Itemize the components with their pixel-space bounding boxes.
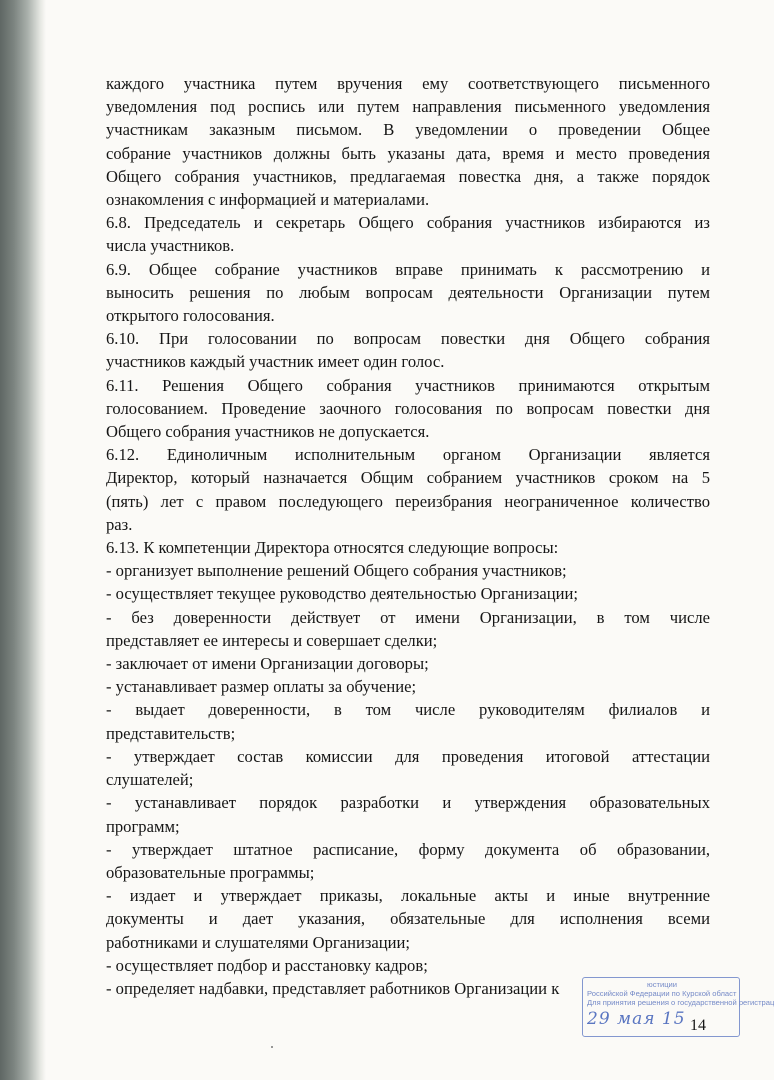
text-line: каждого участника путем вручения ему соответствующего письменного xyxy=(106,74,710,93)
text-line: 6.13. К компетенции Директора относятся следующие вопросы: xyxy=(106,538,559,558)
text-line: открытого голосования. xyxy=(106,306,275,326)
paragraph xyxy=(106,211,710,257)
text-line: Директор, который назначается Общим собранием участников сроком на 5 xyxy=(106,468,710,488)
paragraph xyxy=(106,559,710,582)
paragraph xyxy=(106,652,710,675)
text-line: 6.10. При голосовании по вопросам повестки дня Общего собрания xyxy=(106,329,710,349)
text-line: собрание участников должны быть указаны дата, время и место проведения xyxy=(106,143,710,163)
text-line: 6.8. Председатель и секретарь Общего собрания участников избираются из xyxy=(106,213,710,233)
text-line: выносить решения по любым вопросам деятельности Организации путем xyxy=(106,282,710,302)
text-line: 6.11. Решения Общего собрания участников принимаются открытым xyxy=(106,375,710,395)
registration-stamp xyxy=(582,977,774,1037)
stamp-line-3: Для принятия решения о государственной регистрац xyxy=(587,998,774,1007)
paragraph xyxy=(106,954,710,977)
paragraph xyxy=(106,838,710,884)
scan-speck xyxy=(271,1046,273,1048)
text-line: - издает и утверждает приказы, локальные акты и иные внутренние xyxy=(106,886,710,906)
paragraph xyxy=(106,675,710,698)
text-line: 6.9. Общее собрание участников вправе принимать к рассмотрению и xyxy=(106,259,710,279)
text-line: участникам заказным письмом. В уведомлении о проведении Общее xyxy=(106,120,710,140)
text-line: (пять) лет с правом последующего переизбрания неограниченное количество xyxy=(106,491,710,511)
paragraph xyxy=(106,536,710,559)
text-line: - без доверенности действует от имени Организации, в том числе xyxy=(106,607,710,627)
paragraph xyxy=(106,582,710,605)
paragraph xyxy=(106,791,710,837)
paragraph xyxy=(106,745,710,791)
text-line: - осуществляет подбор и расстановку кадров; xyxy=(106,955,428,975)
stamp-line-1: юстиции xyxy=(647,980,678,989)
text-line: слушателей; xyxy=(106,770,194,790)
text-line: 6.12. Единоличным исполнительным органом Организации является xyxy=(106,445,710,465)
paragraph xyxy=(106,884,710,954)
text-line: - утверждает штатное расписание, форму документа об образовании, xyxy=(106,839,710,859)
document-page xyxy=(106,72,710,1000)
text-line: программ; xyxy=(106,816,180,836)
text-line: числа участников. xyxy=(106,236,235,256)
text-line: ознакомления с информацией и материалами. xyxy=(106,190,430,210)
stamp-handwritten-date: 29 мая 15 xyxy=(587,1009,686,1029)
scan-edge-shadow xyxy=(0,0,46,1080)
text-line: голосованием. Проведение заочного голосования по вопросам повестки дня xyxy=(106,398,710,418)
text-line: образовательные программы; xyxy=(106,862,315,882)
paragraph xyxy=(106,606,710,652)
text-line: - устанавливает размер оплаты за обучение; xyxy=(106,677,417,697)
text-line: уведомления под роспись или путем направления письменного уведомления xyxy=(106,97,710,117)
stamp-line-2: Российской Федерации по Курской област xyxy=(587,989,737,998)
text-line: - утверждает состав комиссии для проведения итоговой аттестации xyxy=(106,746,710,766)
text-line: раз. xyxy=(106,514,133,534)
text-line: представляет ее интересы и совершает сделки; xyxy=(106,630,438,650)
page-number: 14 xyxy=(690,1017,706,1034)
paragraph xyxy=(106,374,710,444)
text-line: Общего собрания участников не допускается. xyxy=(106,422,430,442)
text-line: - определяет надбавки, представляет работников Организации к xyxy=(106,978,560,998)
text-line: - устанавливает порядок разработки и утверждения образовательных xyxy=(106,793,710,813)
text-line: - заключает от имени Организации договоры; xyxy=(106,654,429,674)
paragraph xyxy=(106,698,710,744)
paragraph xyxy=(106,443,710,536)
paragraph xyxy=(106,327,710,373)
paragraph xyxy=(106,72,710,211)
text-line: документы и дает указания, обязательные для исполнения всеми xyxy=(106,909,710,929)
text-line: работниками и слушателями Организации; xyxy=(106,932,411,952)
paragraph xyxy=(106,258,710,328)
text-line: - осуществляет текущее руководство деятельностью Организации; xyxy=(106,584,578,604)
text-line: Общего собрания участников, предлагаемая повестка дня, а также порядок xyxy=(106,166,710,186)
text-line: представительств; xyxy=(106,723,236,743)
text-line: - организует выполнение решений Общего собрания участников; xyxy=(106,561,567,581)
text-line: участников каждый участник имеет один голос. xyxy=(106,352,445,372)
text-line: - выдает доверенности, в том числе руководителям филиалов и xyxy=(106,700,710,720)
